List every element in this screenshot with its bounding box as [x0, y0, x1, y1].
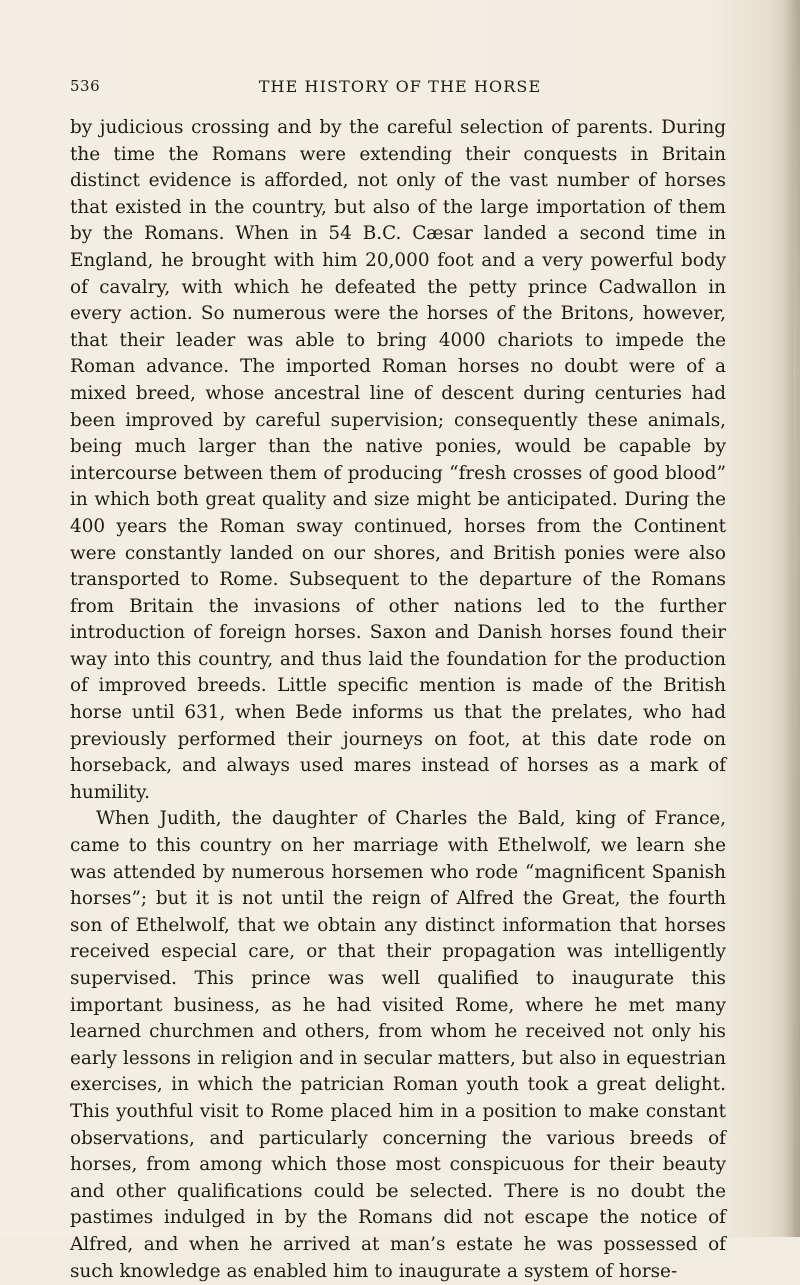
- page-number: 536: [70, 77, 101, 95]
- paragraph-2: When Judith, the daughter of Charles the Bald, king of France, came to this country on her marriage with Ethelwolf, we learn she was attended by numerous horsemen who rode “magnificent Spanish horses”; but it is not until the reign of Alfred the Great, the fourth son of Ethelwolf, that we obtain any distinct information that horses received especial care, or that their propagation was intelligently supervised. This prince was well qualified to inaugurate this important business, as he had visited Rome, where he met many learned churchmen and others, from whom he received not only his early lessons in religion and in secular matters, but also in equestrian exercises, in which the patrician Roman youth took a great delight. This youthful visit to Rome placed him in a position to make constant observations, and particularly concerning the various breeds of horses, from among which those most conspicuous for their beauty and other qualifications could be selected. There is no doubt the pastimes indulged in by the Romans did not escape the notice of Alfred, and when he arrived at man’s estate he was possessed of such knowledge as enabled him to inaugurate a system of horse-: [70, 808, 726, 1282]
- page-header: [70, 77, 730, 101]
- body-text: [70, 115, 726, 1285]
- scan-edge: [793, 0, 800, 1237]
- paragraph-1: by judicious crossing and by the careful selection of parents. During the time the Romans were extending their conquests in Britain distinct evidence is afforded, not only of the vast number of horses that existed in the country, but also of the large importation of them by the Romans. When in 54 B.C. Cæsar landed a second time in England, he brought with him 20,000 foot and a very powerful body of cavalry, with which he defeated the petty prince Cadwallon in every action. So numerous were the horses of the Britons, however, that their leader was able to bring 4000 chariots to impede the Roman advance. The imported Roman horses no doubt were of a mixed breed, whose ancestral line of descent during centuries had been improved by careful supervision; consequently these animals, being much larger than the native ponies, would be capable by intercourse between them of producing “fresh crosses of good blood” in which both great quality and size might be anticipated. During the 400 years the Roman sway continued, horses from the Continent were constantly landed on our shores, and British ponies were also transported to Rome. Subsequent to the departure of the Romans from Britain the invasions of other nations led to the further introduction of foreign horses. Saxon and Danish horses found their way into this country, and thus laid the foundation for the production of improved breeds. Little specific mention is made of the British horse until 631, when Bede informs us that the prelates, who had previously performed their journeys on foot, at this date rode on horseback, and always used mares instead of horses as a mark of humility.: [70, 117, 726, 803]
- running-title: THE HISTORY OF THE HORSE: [258, 77, 542, 96]
